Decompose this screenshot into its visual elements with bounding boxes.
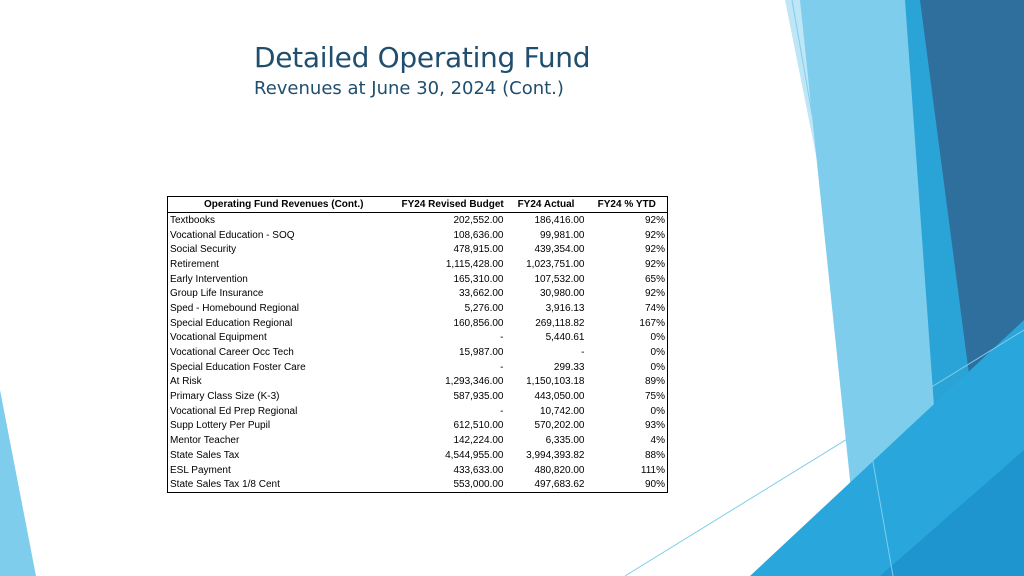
row-category: Vocational Career Occ Tech [170, 347, 294, 359]
row-actual: 10,742.00 [540, 405, 585, 417]
row-ytd: 90% [644, 479, 665, 491]
table-row [168, 257, 668, 272]
row-category: Special Education Regional [170, 317, 293, 329]
row-actual: 269,118.82 [535, 317, 585, 329]
table-row [168, 404, 668, 419]
row-ytd: 0% [650, 332, 665, 344]
row-category: Group Life Insurance [170, 288, 264, 300]
row-category: Textbooks [170, 214, 216, 226]
row-category: Vocational Ed Prep Regional [170, 405, 298, 417]
row-category: Social Security [170, 244, 237, 256]
row-ytd: 93% [644, 420, 665, 432]
row-budget: 4,544,955.00 [445, 449, 504, 461]
row-actual: 3,994,393.82 [526, 449, 585, 461]
row-ytd: 89% [644, 376, 665, 388]
row-budget: 108,636.00 [453, 229, 504, 241]
row-ytd: 74% [644, 302, 665, 314]
row-actual: 1,023,751.00 [526, 258, 585, 270]
row-budget: 202,552.00 [453, 214, 504, 226]
row-actual: 299.33 [553, 361, 585, 373]
row-budget: 1,115,428.00 [445, 258, 504, 270]
table-row [168, 331, 668, 346]
table-row [168, 228, 668, 243]
row-ytd: 92% [644, 244, 665, 256]
row-budget: - [500, 405, 504, 417]
row-actual: 6,335.00 [545, 435, 585, 447]
table-row [168, 419, 668, 434]
row-actual: 99,981.00 [540, 229, 585, 241]
table-row [168, 477, 668, 492]
row-budget: 33,662.00 [459, 288, 504, 300]
row-ytd: 167% [639, 317, 665, 329]
revenue-table [167, 196, 668, 493]
row-budget: - [500, 332, 504, 344]
table-row [168, 375, 668, 390]
slide-subtitle: Revenues at June 30, 2024 (Cont.) [254, 78, 564, 99]
row-ytd: 92% [644, 229, 665, 241]
table-row [168, 286, 668, 301]
row-actual: 480,820.00 [534, 464, 585, 476]
row-category: Special Education Foster Care [170, 361, 306, 373]
row-budget: 160,856.00 [453, 317, 504, 329]
table-row [168, 316, 668, 331]
row-budget: 587,935.00 [453, 391, 504, 403]
row-ytd: 0% [650, 347, 665, 359]
row-budget: 553,000.00 [453, 479, 504, 491]
row-ytd: 88% [644, 449, 665, 461]
row-ytd: 65% [644, 273, 665, 285]
row-actual: - [581, 347, 585, 359]
row-actual: 443,050.00 [534, 391, 585, 403]
table-row [168, 213, 668, 228]
row-budget: 142,224.00 [453, 435, 504, 447]
row-budget: 165,310.00 [453, 273, 504, 285]
row-category: At Risk [170, 376, 202, 388]
row-category: Sped - Homebound Regional [170, 302, 299, 314]
row-actual: 1,150,103.18 [526, 376, 585, 388]
row-budget: 5,276.00 [464, 302, 504, 314]
table-row [168, 345, 668, 360]
row-budget: 433,633.00 [453, 464, 504, 476]
row-category: State Sales Tax [170, 449, 240, 461]
row-budget: 478,915.00 [453, 244, 504, 256]
title-block [254, 40, 590, 102]
row-actual: 3,916.13 [545, 302, 585, 314]
row-ytd: 92% [644, 288, 665, 300]
row-budget: 612,510.00 [453, 420, 504, 432]
row-ytd: 92% [644, 258, 665, 270]
row-actual: 570,202.00 [534, 420, 585, 432]
row-budget: 1,293,346.00 [445, 376, 504, 388]
table-row [168, 463, 668, 478]
row-category: Retirement [170, 258, 219, 270]
table-row [168, 448, 668, 463]
row-actual: 30,980.00 [540, 288, 585, 300]
header-ytd: FY24 % YTD [587, 197, 668, 213]
row-ytd: 92% [644, 214, 665, 226]
row-ytd: 75% [644, 391, 665, 403]
table-row [168, 242, 668, 257]
row-ytd: 0% [650, 361, 665, 373]
slide-title: Detailed Operating Fund [254, 41, 591, 74]
row-category: Supp Lottery Per Pupil [170, 420, 271, 432]
row-budget: - [500, 361, 504, 373]
left-sliver-shape [0, 390, 36, 576]
row-actual: 107,532.00 [534, 273, 585, 285]
row-category: Vocational Education - SOQ [170, 229, 295, 241]
row-ytd: 111% [640, 464, 665, 476]
row-actual: 5,440.61 [545, 332, 585, 344]
header-budget: FY24 Revised Budget [400, 197, 506, 213]
table-row [168, 389, 668, 404]
row-ytd: 4% [650, 435, 665, 447]
table-header-row [168, 197, 668, 213]
row-category: Primary Class Size (K-3) [170, 391, 280, 403]
table-row [168, 360, 668, 375]
row-category: Mentor Teacher [170, 435, 240, 447]
row-ytd: 0% [650, 405, 665, 417]
table-row [168, 272, 668, 287]
header-category: Operating Fund Revenues (Cont.) [168, 197, 400, 213]
header-actual: FY24 Actual [506, 197, 587, 213]
row-category: ESL Payment [170, 464, 231, 476]
row-actual: 439,354.00 [534, 244, 585, 256]
row-budget: 15,987.00 [459, 347, 504, 359]
table-row [168, 433, 668, 448]
row-category: State Sales Tax 1/8 Cent [170, 479, 280, 491]
row-actual: 497,683.62 [534, 479, 585, 491]
row-actual: 186,416.00 [534, 214, 585, 226]
row-category: Vocational Equipment [170, 332, 267, 344]
table-row [168, 301, 668, 316]
row-category: Early Intervention [170, 273, 248, 285]
